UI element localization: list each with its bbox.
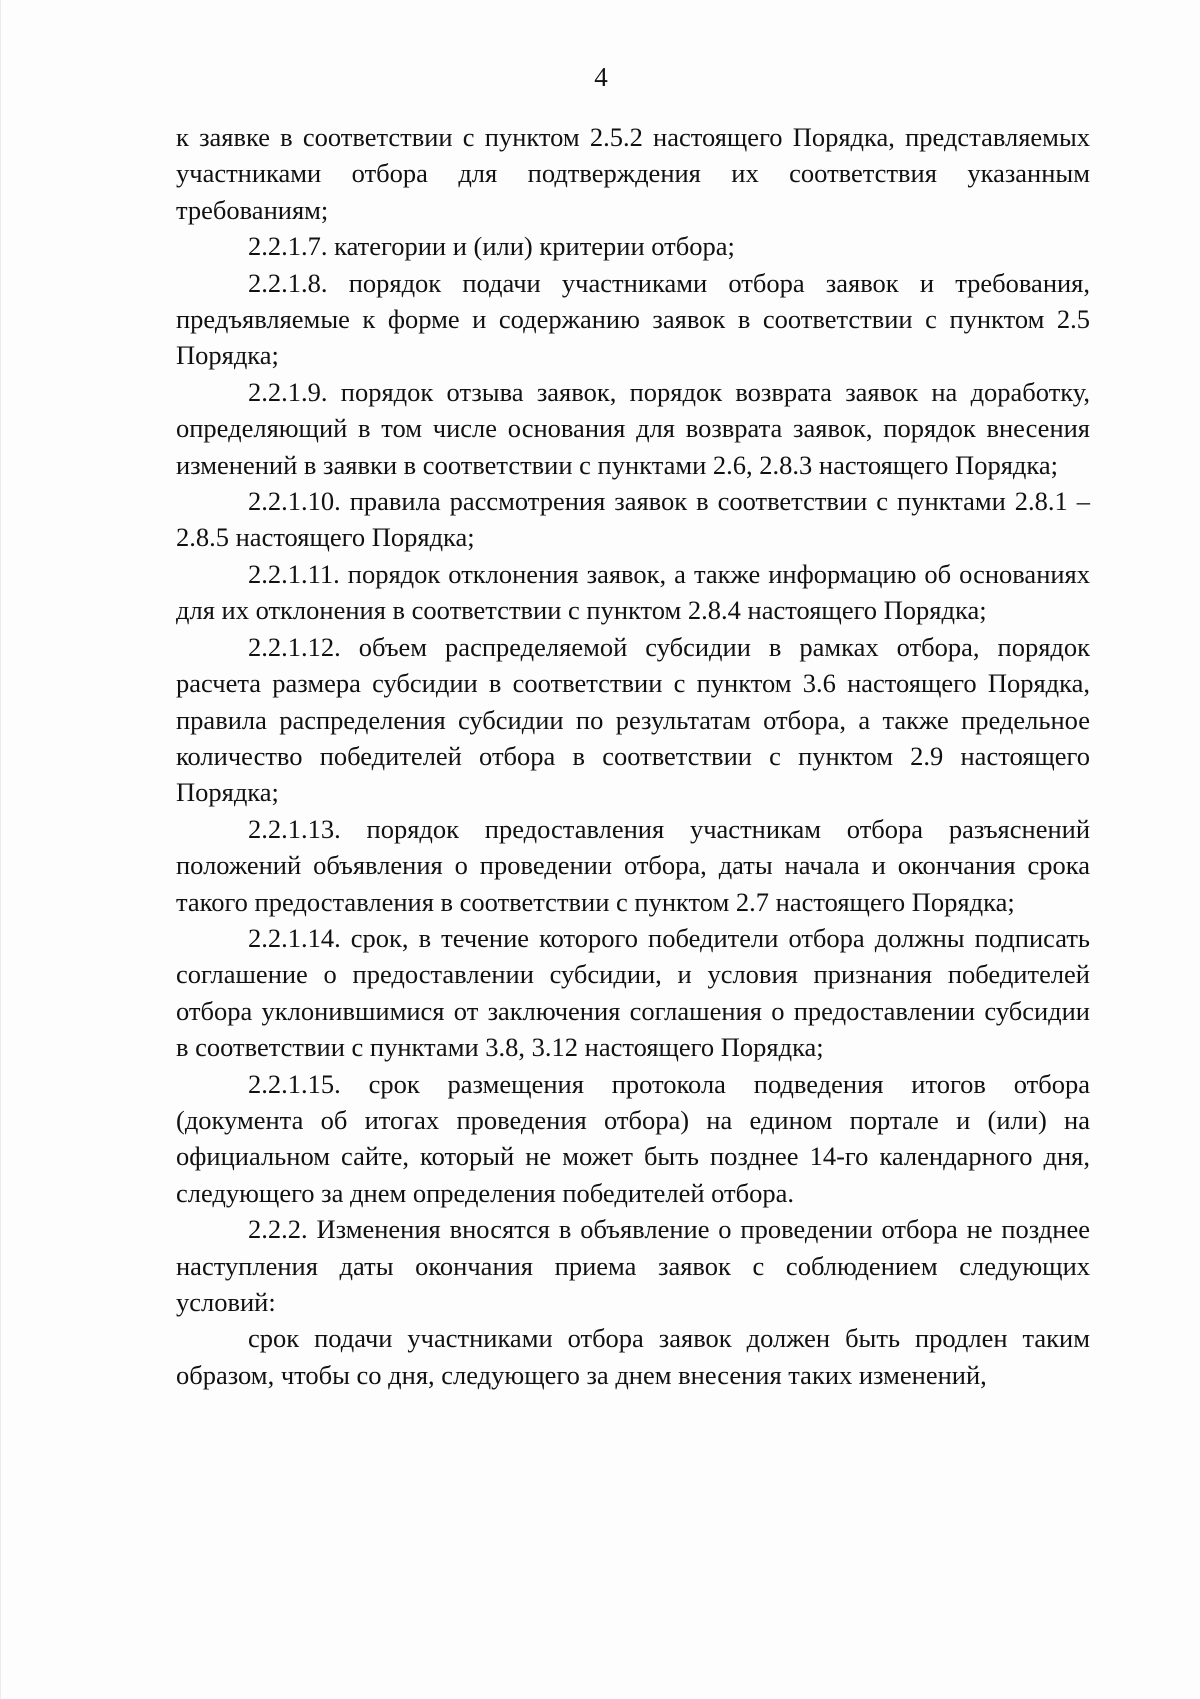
paragraph-deadline-extension: срок подачи участниками отбора заявок должен быть продлен таким образом, чтобы со дня, следующего за днем внесения таких изменений, xyxy=(176,1323,1090,1390)
paragraph-continuation: к заявке в соответствии с пунктом 2.5.2 настоящего Порядка, представляемых участниками отбора для подтверждения их соответствия указанным требованиям; xyxy=(176,122,1090,225)
paragraph-2-2-1-8: 2.2.1.8. порядок подачи участниками отбора заявок и требования, предъявляемые к форме и содержанию заявок в соответствии с пунктом 2.5 Порядка; xyxy=(176,267,1090,371)
document-body xyxy=(176,119,1090,1393)
page-number: 4 xyxy=(594,62,608,92)
paragraph-2-2-2: 2.2.2. Изменения вносятся в объявление о проведении отбора не позднее наступления даты окончания приема заявок с соблюдением следующих условий: xyxy=(176,1214,1090,1317)
paragraph-2-2-1-15: 2.2.1.15. срок размещения протокола подведения итогов отбора (документа об итогах проведения отбора) на едином портале и (или) на официальном сайте, который не может быть позднее 14-го календарного дня, следующего за днем определения победителей отбора. xyxy=(176,1068,1090,1208)
paragraph-2-2-1-12: 2.2.1.12. объем распределяемой субсидии в рамках отбора, порядок расчета размера субсидии в соответствии с пунктом 3.6 настоящего Порядка, правила распределения субсидии по результатам отбора, а также предельное количество победителей отбора в соответствии с пунктом 2.9 настоящего Порядка; xyxy=(176,631,1090,808)
paragraph-2-2-1-9: 2.2.1.9. порядок отзыва заявок, порядок возврата заявок на доработку, определяющий в том числе основания для возврата заявок, порядок внесения изменений в заявки в соответствии с пунктами 2.6, 2.8.3 настоящего Порядка; xyxy=(176,376,1090,480)
paragraph-2-2-1-7: 2.2.1.7. категории и (или) критерии отбора; xyxy=(248,231,735,262)
paragraph-2-2-1-11: 2.2.1.11. порядок отклонения заявок, а также информацию об основаниях для их отклонения в соответствии с пунктом 2.8.4 настоящего Порядка; xyxy=(176,558,1090,626)
paragraph-2-2-1-14: 2.2.1.14. срок, в течение которого победители отбора должны подписать соглашение о предоставлении субсидии, и условия признания победителей отбора уклонившимися от заключения соглашения о предоставлении субсидии в соответствии с пунктами 3.8, 3.12 настоящего Порядка; xyxy=(176,922,1090,1063)
paragraph-2-2-1-13: 2.2.1.13. порядок предоставления участникам отбора разъяснений положений объявления о проведении отбора, даты начала и окончания срока такого предоставления в соответствии с пунктом 2.7 настоящего Порядка; xyxy=(176,813,1090,917)
paragraph-2-2-1-10: 2.2.1.10. правила рассмотрения заявок в соответствии с пунктами 2.8.1 – 2.8.5 настоящего Порядка; xyxy=(176,486,1090,553)
